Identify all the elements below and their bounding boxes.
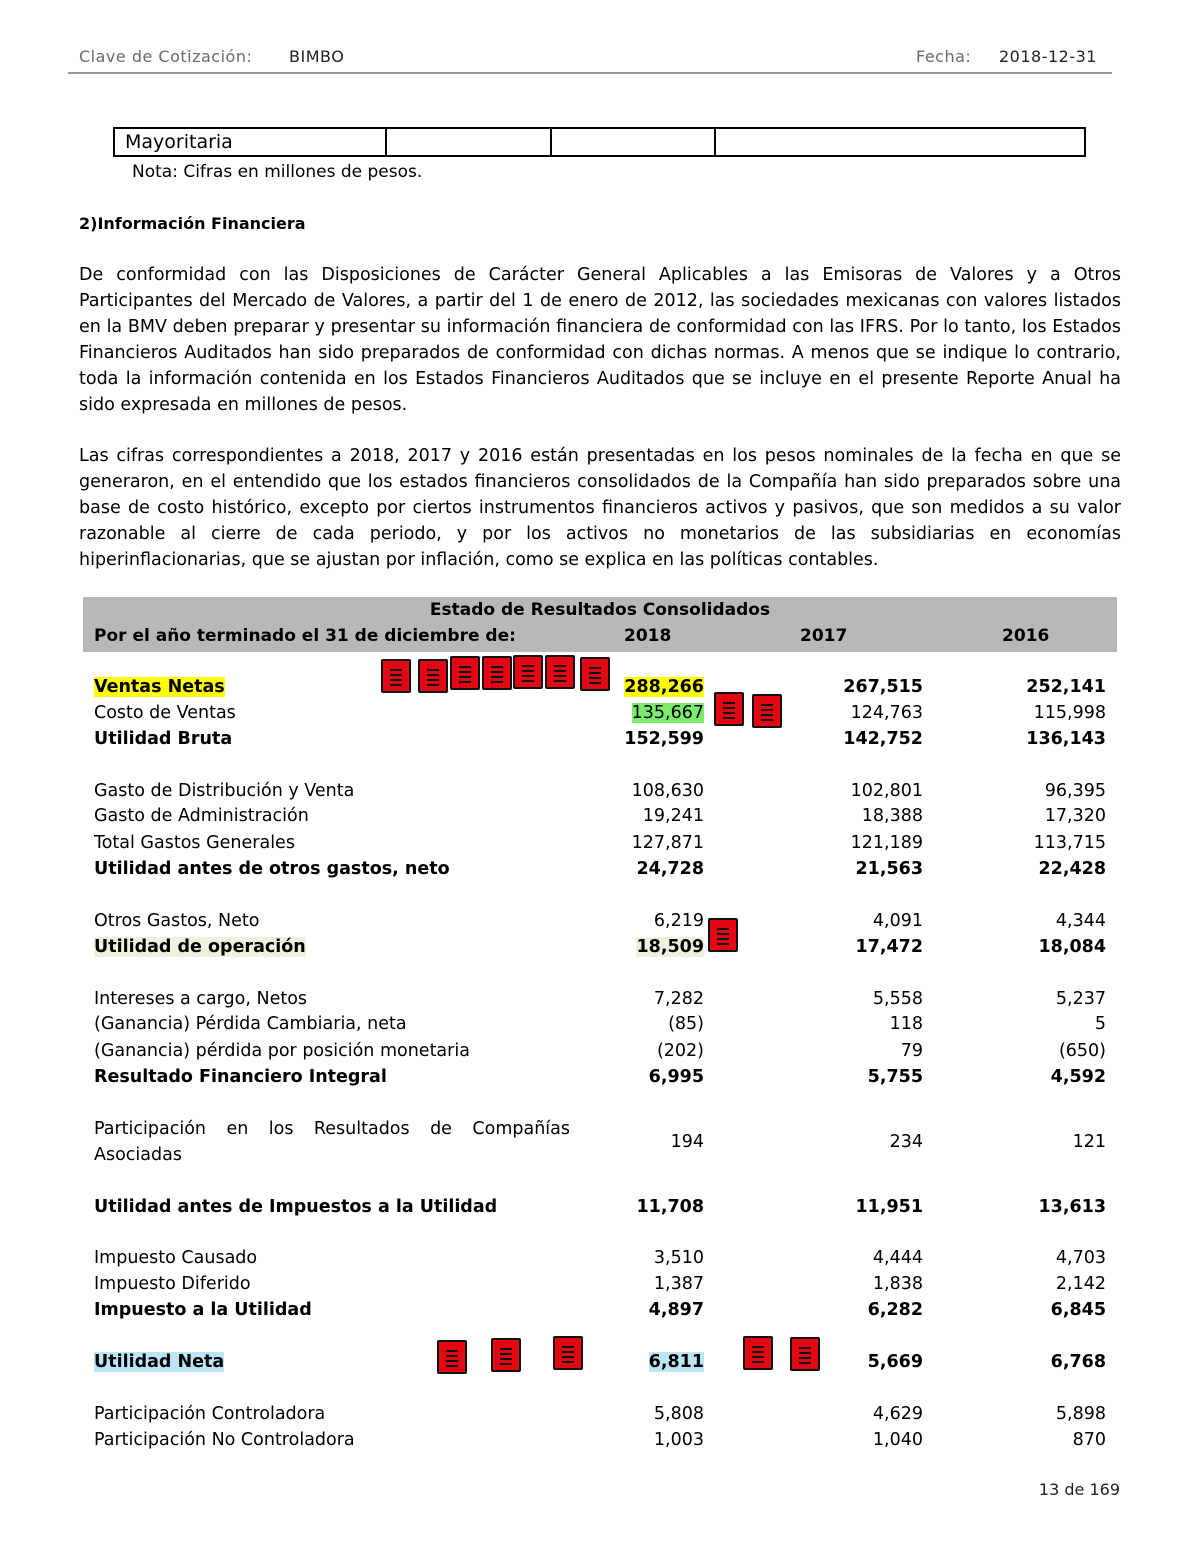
section-title: 2)Información Financiera	[79, 214, 306, 233]
row-utilidad-antes-otros	[94, 859, 1106, 883]
value-2018: 152,599	[624, 729, 704, 749]
value-2018: (85)	[668, 1014, 704, 1034]
comment-note-icon[interactable]	[752, 694, 782, 728]
comment-note-icon[interactable]	[790, 1337, 820, 1371]
value-2017: 11,951	[855, 1197, 923, 1217]
value-2017: 234	[889, 1132, 923, 1152]
comment-note-icon[interactable]	[743, 1336, 773, 1370]
mayoritaria-label: Mayoritaria	[125, 131, 233, 153]
value-2018: 1,003	[653, 1430, 704, 1450]
row-label: Impuesto Causado	[94, 1248, 258, 1268]
row-perdida-cambiaria	[94, 1014, 1106, 1038]
comment-note-icon[interactable]	[381, 659, 411, 693]
row-label-line2: Asociadas	[94, 1145, 182, 1165]
highlighted-value: 6,811	[648, 1352, 704, 1372]
value-2016: 6,768	[1050, 1352, 1106, 1372]
value-2018: 127,871	[631, 833, 704, 853]
row-participacion-no-controladora	[94, 1430, 1106, 1454]
value-2017: 21,563	[855, 859, 923, 879]
row-utilidad-antes-impuestos	[94, 1197, 1106, 1221]
value-2016: 6,845	[1050, 1300, 1106, 1320]
value-2018: 194	[670, 1132, 704, 1152]
value-2016: 13,613	[1038, 1197, 1106, 1217]
paragraph-2	[79, 443, 1121, 573]
value-2017: 1,040	[872, 1430, 923, 1450]
value-2016: 4,344	[1055, 911, 1106, 931]
value-2017: 1,838	[872, 1274, 923, 1294]
value-2016: 2,142	[1055, 1274, 1106, 1294]
period-label: Por el año terminado el 31 de diciembre de:	[94, 626, 516, 646]
value-2017: 121,189	[850, 833, 923, 853]
value-2016: 5	[1094, 1014, 1106, 1034]
value-2016: 113,715	[1033, 833, 1106, 853]
row-utilidad-bruta	[94, 729, 1106, 753]
note-text: Nota: Cifras en millones de pesos.	[132, 162, 423, 182]
comment-note-icon[interactable]	[545, 655, 575, 689]
value-2018: 24,728	[636, 859, 704, 879]
highlighted-value: 18,509	[636, 937, 704, 957]
row-participacion-asociadas	[94, 1119, 1106, 1171]
value-2017: 4,444	[872, 1248, 923, 1268]
value-2018: 5,808	[653, 1404, 704, 1424]
row-utilidad-neta	[94, 1352, 1106, 1376]
value-2017: 118	[889, 1014, 923, 1034]
paragraph-text: De conformidad con las Disposiciones de Carácter General Aplicables a las Emisoras de Valores y a Otros Participantes del Mercado de Valores, a partir del 1 de enero de 2012, las sociedades mexicanas con valores listados en la BMV deben preparar y presentar su información financiera de conformidad con las IFRS. Por lo tanto, los Estados Financieros Auditados han sido preparados de conformidad con dichas normas. A menos que se indique lo contrario, toda la información contenida en los Estados Financieros Auditados que se incluye en el presente Reporte Anual ha sido expresada en millones de pesos.	[79, 265, 1121, 415]
row-label: Participación No Controladora	[94, 1430, 355, 1450]
row-resultado-financiero	[94, 1067, 1106, 1091]
row-label: Costo de Ventas	[94, 703, 236, 723]
value-2016: 5,237	[1055, 989, 1106, 1009]
row-label: Gasto de Distribución y Venta	[94, 781, 355, 801]
value-2018: 108,630	[631, 781, 704, 801]
value-2017: 5,755	[867, 1067, 923, 1087]
highlighted-value: 288,266	[624, 677, 704, 697]
value-2017: 79	[900, 1041, 923, 1061]
row-utilidad-operacion	[94, 937, 1106, 961]
shareholder-table	[113, 127, 1086, 157]
row-costo-ventas	[94, 703, 1106, 727]
row-gasto-distribucion	[94, 781, 1106, 805]
value-2017: 4,091	[872, 911, 923, 931]
value-2016: 17,320	[1044, 806, 1106, 826]
clave-label: Clave de Cotización:	[79, 47, 253, 66]
value-2016: 22,428	[1038, 859, 1106, 879]
comment-note-icon[interactable]	[491, 1338, 521, 1372]
page-number: 13 de 169	[1038, 1480, 1120, 1499]
row-impuesto-causado	[94, 1248, 1106, 1272]
row-label: Utilidad Neta	[94, 1352, 225, 1372]
year-2018: 2018	[624, 626, 672, 646]
value-2018: (202)	[656, 1041, 704, 1061]
table-cell	[115, 129, 387, 155]
table-title: Estado de Resultados Consolidados	[429, 600, 771, 620]
value-2018: 6,219	[653, 911, 704, 931]
value-2016: 115,998	[1033, 703, 1106, 723]
row-label: Ventas Netas	[94, 677, 225, 697]
value-2017: 17,472	[855, 937, 923, 957]
row-label: Participación Controladora	[94, 1404, 326, 1424]
value-2016: 4,703	[1055, 1248, 1106, 1268]
row-label: Resultado Financiero Integral	[94, 1067, 387, 1087]
row-label: Utilidad de operación	[94, 937, 306, 957]
value-2018: 3,510	[653, 1248, 704, 1268]
comment-note-icon[interactable]	[714, 692, 744, 726]
value-2018: 4,897	[648, 1300, 704, 1320]
comment-note-icon[interactable]	[553, 1336, 583, 1370]
value-2016: 96,395	[1044, 781, 1106, 801]
value-2016: 121	[1072, 1132, 1106, 1152]
fecha-label: Fecha:	[916, 47, 972, 66]
value-2017: 6,282	[867, 1300, 923, 1320]
row-posicion-monetaria	[94, 1041, 1106, 1065]
value-2018	[584, 703, 704, 723]
value-2017: 18,388	[861, 806, 923, 826]
row-label: Utilidad antes de otros gastos, neto	[94, 859, 450, 879]
row-label: Utilidad antes de Impuestos a la Utilidad	[94, 1197, 498, 1217]
header-divider	[68, 72, 1112, 74]
row-label: Intereses a cargo, Netos	[94, 989, 308, 1009]
value-2016: 252,141	[1026, 677, 1106, 697]
row-label: Utilidad Bruta	[94, 729, 233, 749]
comment-note-icon[interactable]	[450, 656, 480, 690]
value-2018: 19,241	[642, 806, 704, 826]
value-2017: 142,752	[843, 729, 923, 749]
comment-note-icon[interactable]	[418, 659, 448, 693]
row-label: Impuesto Diferido	[94, 1274, 251, 1294]
value-2016: 18,084	[1038, 937, 1106, 957]
year-2016: 2016	[1002, 626, 1050, 646]
value-2017: 102,801	[850, 781, 923, 801]
table-cell	[552, 129, 716, 155]
clave-value: BIMBO	[289, 47, 345, 66]
paragraph-text: Las cifras correspondientes a 2018, 2017 y 2016 están presentadas en los pesos nominales de la fecha en que se generaron, en el entendido que los estados financieros consolidados de la Compañía han sido preparados sobre una base de costo histórico, excepto por ciertos instrumentos financieros activos y pasivos, que son medidos a su valor razonable al cierre de cada periodo, y por los activos no monetarios de las subsidiarias en economías hiperinflacionarias, que se ajustan por inflación, como se explica en las políticas contables.	[79, 446, 1121, 570]
value-2018: 7,282	[653, 989, 704, 1009]
value-2016: 4,592	[1050, 1067, 1106, 1087]
value-2016: (650)	[1058, 1041, 1106, 1061]
value-2018: 1,387	[653, 1274, 704, 1294]
row-participacion-controladora	[94, 1404, 1106, 1428]
row-intereses	[94, 989, 1106, 1013]
row-gasto-administracion	[94, 806, 1106, 830]
value-2017: 5,669	[867, 1352, 923, 1372]
row-label: Total Gastos Generales	[94, 833, 295, 853]
paragraph-1	[79, 262, 1121, 418]
value-2016: 870	[1072, 1430, 1106, 1450]
year-2017: 2017	[800, 626, 848, 646]
income-statement-header	[83, 597, 1117, 652]
row-impuesto-utilidad	[94, 1300, 1106, 1324]
row-total-gastos	[94, 833, 1106, 857]
comment-note-icon[interactable]	[580, 657, 610, 691]
value-2016: 136,143	[1026, 729, 1106, 749]
value-2017: 4,629	[872, 1404, 923, 1424]
fecha-value: 2018-12-31	[999, 47, 1097, 66]
row-label: (Ganancia) pérdida por posición monetaria	[94, 1041, 470, 1061]
comment-note-icon[interactable]	[708, 918, 738, 952]
row-label: (Ganancia) Pérdida Cambiaria, neta	[94, 1014, 407, 1034]
row-label-line1: Participación en los Resultados de Compañías	[94, 1119, 570, 1139]
row-label: Gasto de Administración	[94, 806, 309, 826]
value-2016: 5,898	[1055, 1404, 1106, 1424]
row-label: Impuesto a la Utilidad	[94, 1300, 312, 1320]
highlighted-value: 135,667	[631, 703, 704, 723]
value-2017: 124,763	[850, 703, 923, 723]
row-label: Otros Gastos, Neto	[94, 911, 260, 931]
comment-note-icon[interactable]	[482, 656, 512, 690]
comment-note-icon[interactable]	[513, 655, 543, 689]
value-2017: 267,515	[843, 677, 923, 697]
comment-note-icon[interactable]	[437, 1340, 467, 1374]
value-2018: 11,708	[636, 1197, 704, 1217]
value-2018	[584, 937, 704, 957]
row-impuesto-diferido	[94, 1274, 1106, 1298]
row-otros-gastos	[94, 911, 1106, 935]
table-cell	[387, 129, 552, 155]
value-2017: 5,558	[872, 989, 923, 1009]
value-2018	[584, 1352, 704, 1372]
value-2018: 6,995	[648, 1067, 704, 1087]
